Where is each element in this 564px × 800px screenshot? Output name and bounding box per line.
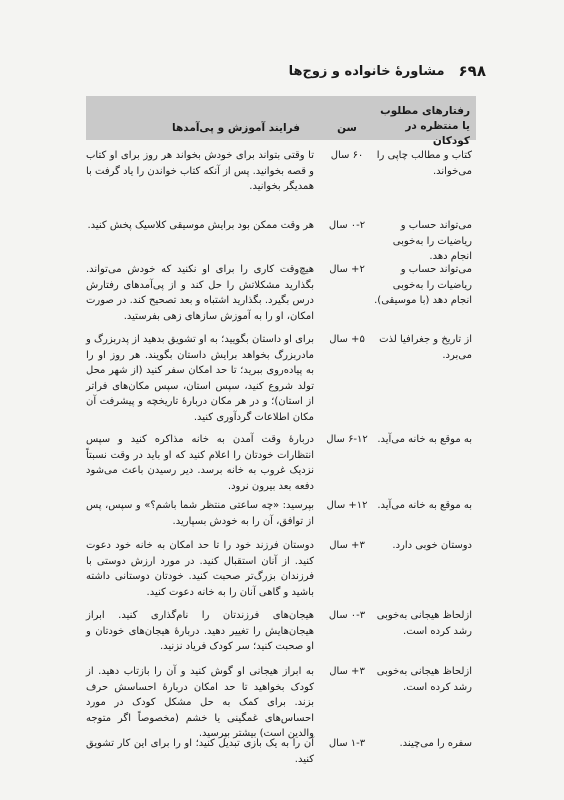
behavior-cell: ازلحاظ هیجانی به‌خوبی رشد کرده است. xyxy=(376,666,472,693)
behavior-cell: کتاب و مطالب چاپی را می‌خواند. xyxy=(376,150,472,177)
age-cell: ۱-۳ سال xyxy=(328,738,366,749)
page-header xyxy=(90,62,486,80)
table-row xyxy=(86,664,476,739)
age-cell: ۳+ سال xyxy=(329,540,365,551)
age-cell: ۶۰ سال xyxy=(330,150,364,161)
table-row xyxy=(86,332,476,426)
process-cell: آن را به یک بازی تبدیل کنید؛ او را برای این کار تشویق کنید. xyxy=(86,738,314,765)
book-title: مشاورهٔ خانواده و زوج‌ها xyxy=(288,63,445,79)
process-cell: هیچ‌وقت کاری را برای او نکنید که خودش می‌تواند. بگذارید مشکلاتش را حل کند و از پی‌آمدهای رفتارش درس بگیرد. بگذارید اشتباه و بعد تصحیح کند. در صورت امکان، او را به آموزش سازهای زهی بفرستید. xyxy=(86,264,314,322)
behavior-cell: سفره را می‌چیند. xyxy=(399,738,472,749)
process-cell: بپرسید: «چه ساعتی منتظر شما باشم؟» و سپس، پس از توافق، آن را به خودش بسپارید. xyxy=(86,500,314,527)
table-row xyxy=(86,538,476,600)
behavior-cell: ازلحاظ هیجانی به‌خوبی رشد کرده است. xyxy=(376,610,472,637)
table-row xyxy=(86,148,476,210)
behavior-cell: به موقع به خانه می‌آید. xyxy=(377,434,472,445)
age-cell: ۶-۱۲ سال xyxy=(326,434,368,445)
process-cell: دربارهٔ وقت آمدن به خانه مذاکره کنید و سپس انتظارات خودتان را اعلام کنید که او باید در وقت نسبتاً نزدیک غروب به خانه برسد. دیر رسیدن باعث می‌شود دفعه بعد بیرون نرود. xyxy=(86,434,314,492)
page-number: ۶۹۸ xyxy=(458,62,486,80)
column-header-age: سن xyxy=(337,122,357,134)
age-cell: ۰-۲ سال xyxy=(328,220,366,231)
table-header xyxy=(86,96,476,148)
table-row xyxy=(86,432,476,492)
behavior-cell: دوستان خوبی دارد. xyxy=(392,540,472,551)
behavior-cell: می‌تواند حساب و ریاضیات را به‌خوبی انجام دهد. xyxy=(392,220,472,262)
table-row xyxy=(86,736,476,766)
table-row xyxy=(86,262,476,322)
behavior-cell: از تاریخ و جغرافیا لذت می‌برد. xyxy=(379,334,472,361)
behavior-table xyxy=(86,96,476,766)
table-row xyxy=(86,218,476,262)
age-cell: ۵+ سال xyxy=(329,334,365,345)
process-cell: به ابراز هیجانی او گوش کنید و آن را بازتاب دهید. از کودک بخواهید تا حد امکان دربارهٔ احساسش حرف بزند. برای کمک به حل مشکل کودک در مورد احساس‌های غمگینی یا خشم (مخصوصاً اگر متوجه والدین است) بیشتر بپرسید. xyxy=(86,666,314,739)
process-cell: دوستان فرزند خود را تا حد امکان به خانه خود دعوت کنید. از آنان استقبال کنید. در مورد ارزش دوستی با فرزندان بزرگ‌تر صحبت کنید. خودتان دوستانی داشته باشید و گاهی آنان را به خانه دعوت کنید. xyxy=(86,540,314,598)
column-header-process: فرایند آموزش و پی‌آمدها xyxy=(172,122,300,134)
column-header-behavior: رفتارهای مطلوب یا منتظره در کودکان xyxy=(380,105,470,148)
table-row xyxy=(86,498,476,530)
behavior-cell: به موقع به خانه می‌آید. xyxy=(377,500,472,511)
process-cell: هر وقت ممکن بود برایش موسیقی کلاسیک پخش کنید. xyxy=(87,220,314,231)
process-cell: تا وقتی بتواند برای خودش بخواند هر روز برای او کتاب و قصه بخوانید. پس از آنکه کتاب خواندن را یاد گرفت با همدیگر بخوانید. xyxy=(86,150,314,192)
age-cell: ۱۲+ سال xyxy=(326,500,368,511)
table-row xyxy=(86,608,476,656)
process-cell: برای او داستان بگویید؛ به او تشویق بدهید از پدربزرگ و مادربزرگ بخواهد برایش داستان بگویند. هر روز او را به پیاده‌روی ببرید؛ تا حد امکان سفر کنید (از شهر محل تولد شروع کنید، سپس استان، سپس مکان‌های فراتر از استان)؛ و در هر مکان دربارهٔ تاریخچه و پیشرفت آن مکان اطلاعات گردآوری کنید. xyxy=(86,334,314,423)
age-cell: ۲+ سال xyxy=(329,264,365,275)
age-cell: ۰-۳ سال xyxy=(328,610,366,621)
behavior-cell: می‌تواند حساب و ریاضیات را به‌خوبی انجام دهد (با موسیقی). xyxy=(374,264,472,306)
age-cell: ۳+ سال xyxy=(329,666,365,677)
process-cell: هیجان‌های فرزندتان را نام‌گذاری کنید. ابراز هیجان‌هایش را تغییر دهید. دربارهٔ هیجان‌های خودتان و او صحبت کنید؛ سر کودک فریاد نزنید. xyxy=(86,610,314,652)
